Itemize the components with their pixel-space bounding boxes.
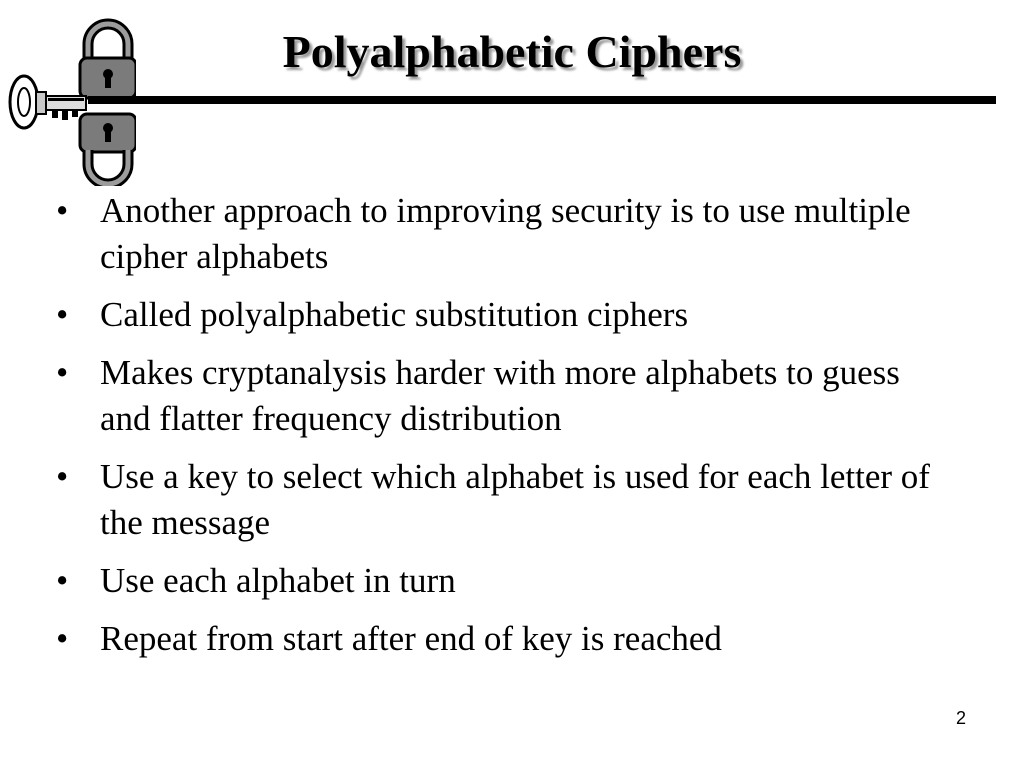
page-number: 2	[955, 708, 966, 728]
bullet-marker: •	[56, 353, 69, 392]
bullet-marker: •	[56, 295, 69, 334]
bullet-item	[56, 292, 956, 338]
bullet-text: Makes cryptanalysis harder with more alphabets to guess and flatter frequency distribution	[100, 353, 900, 438]
slide-title: Polyalphabetic Ciphers	[282, 26, 742, 77]
bullet-text: Called polyalphabetic substitution ciphers	[100, 295, 689, 334]
bullet-list	[56, 188, 956, 674]
bullet-item	[56, 616, 956, 662]
bullet-marker: •	[56, 561, 69, 600]
bullet-text: Use a key to select which alphabet is used for each letter of the message	[100, 457, 930, 542]
bullet-marker: •	[56, 619, 69, 658]
bullet-item	[56, 558, 956, 604]
bullet-marker: •	[56, 457, 69, 496]
bullet-text: Use each alphabet in turn	[100, 561, 456, 600]
bullet-text: Another approach to improving security is to use multiple cipher alphabets	[100, 191, 911, 276]
bullet-marker: •	[56, 191, 69, 230]
title-rule	[88, 96, 996, 104]
bullet-item	[56, 188, 956, 280]
bullet-item	[56, 350, 956, 442]
bullet-item	[56, 454, 956, 546]
bullet-text: Repeat from start after end of key is reached	[100, 619, 722, 658]
